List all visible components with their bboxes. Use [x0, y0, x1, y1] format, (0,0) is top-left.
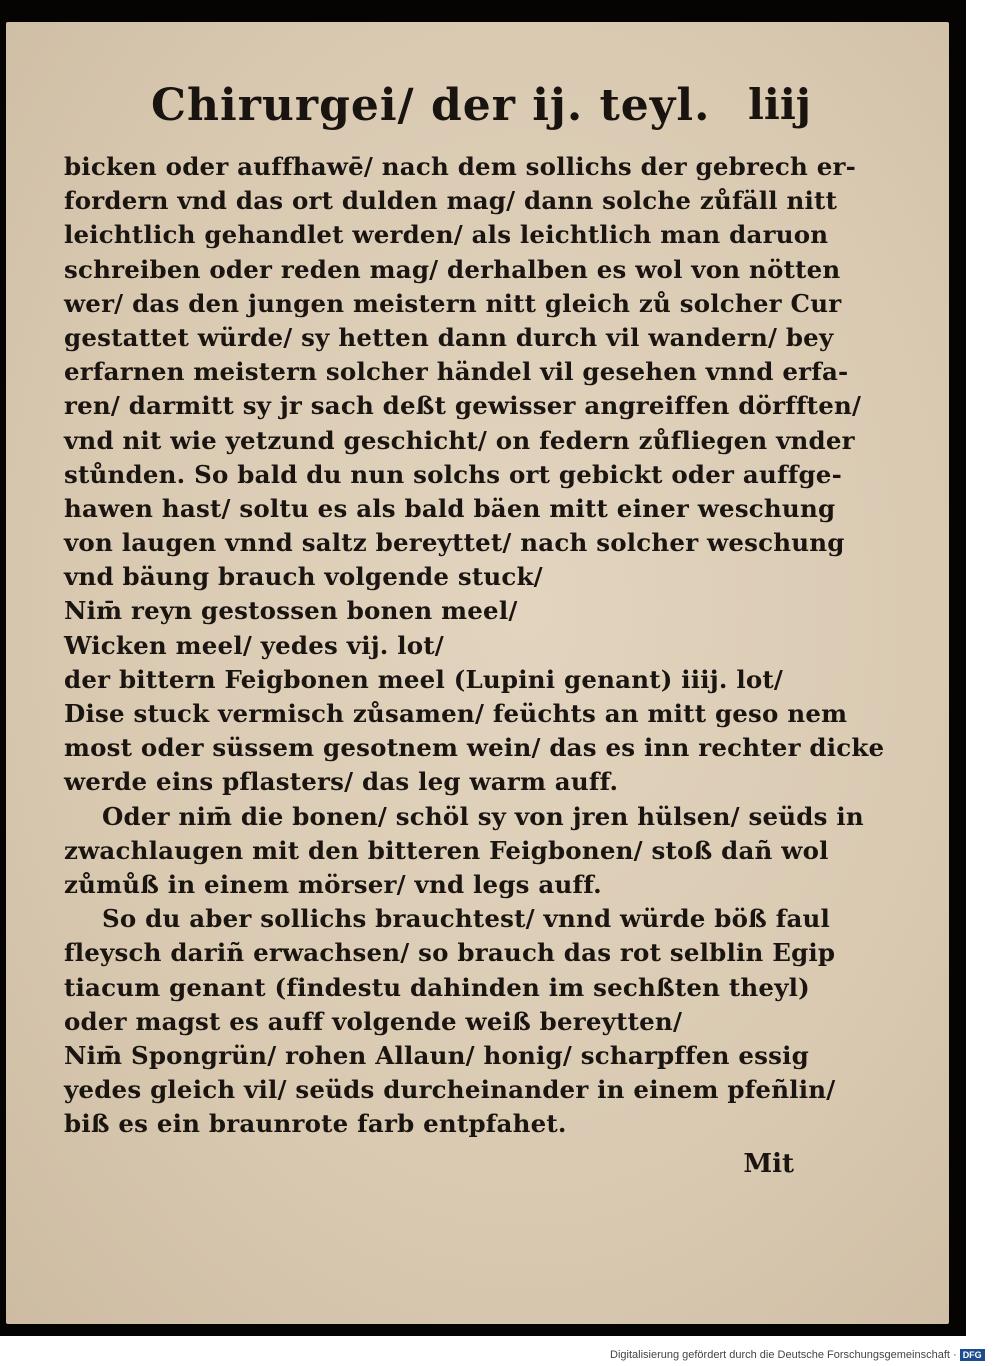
text-line: yedes gleich vil/ seüds durcheinander in einem pfeñlin/ [64, 1075, 836, 1105]
text-line: Nim̄ Spongrün/ rohen Allaun/ honig/ scharpffen essig [64, 1040, 810, 1070]
text-line: biß es ein braunrote farb entpfahet. [64, 1109, 567, 1139]
text-line: leichtlich gehandlet werden/ als leichtlich man daruon [64, 220, 829, 250]
catchword-row [64, 1141, 804, 1189]
book-page [6, 22, 949, 1324]
digitization-credit [610, 1349, 985, 1361]
text-line: schreiben oder reden mag/ derhalben es wol von nötten [64, 254, 841, 284]
catchword: Mit [743, 1149, 794, 1180]
text-line: stůnden. So bald du nun solchs ort gebickt oder auffge‑ [64, 459, 842, 489]
text-line: vnd bäung brauch volgende stuck/ [64, 562, 543, 592]
text-line: tiacum genant (findestu dahinden im sechßten theyl) [64, 972, 810, 1002]
text-line: bicken oder auffhawē/ nach dem sollichs der gebrech er‑ [64, 152, 857, 181]
folio-number: liij [747, 80, 811, 129]
text-line: von laugen vnnd saltz bereyttet/ nach solcher weschung [64, 528, 845, 558]
text-block [64, 150, 885, 1189]
credit-text: Digitalisierung gefördert durch die Deutsche Forschungsgemeinschaft · [610, 1349, 957, 1361]
text-line: der bittern Feigbonen meel (Lupini genant) iiij. lot/ [64, 664, 784, 694]
text-line: gestattet würde/ sy hetten dann durch vil wandern/ bey [64, 322, 834, 352]
running-title: Chirurgei/ der ij. teyl. [151, 80, 711, 131]
text-line: oder magst es auff volgende weiß bereytten/ [64, 1006, 683, 1036]
text-line: werde eins pflasters/ das leg warm auff. [64, 767, 619, 797]
text-line: zwachlaugen mit den bitteren Feigbonen/ stoß dañ wol [64, 835, 829, 865]
text-line: ren/ darmitt sy jr sach deßt gewisser angreiffen dörfften/ [64, 391, 862, 421]
text-line: hawen hast/ soltu es als bald bäen mitt einer weschung [64, 493, 836, 523]
text-line: wer/ das den jungen meistern nitt gleich zů solcher Cur [64, 288, 842, 318]
text-line: erfarnen meistern solcher händel vil gesehen vnnd erfa‑ [64, 357, 849, 387]
text-line: fordern vnd das ort dulden mag/ dann solche zůfäll nitt [64, 186, 838, 216]
text-line: fleysch dariñ erwachsen/ so brauch das rot selblin Egip [64, 938, 836, 968]
dfg-logo: DFG [960, 1349, 985, 1361]
text-line: Wicken meel/ yedes vij. lot/ [64, 630, 444, 660]
text-line: Dise stuck vermisch zůsamen/ feüchts an mitt geso nem [64, 699, 848, 728]
running-head [151, 80, 811, 150]
text-line: zůmůß in einem mörser/ vnd legs auff. [64, 869, 602, 899]
text-line: So du aber sollichs brauchtest/ vnnd würde böß faul [102, 904, 831, 934]
text-line: most oder süssem gesotnem wein/ das es inn rechter dicke [64, 733, 885, 763]
text-line: Nim̄ reyn gestossen bonen meel/ [64, 596, 518, 626]
text-line: Oder nim̄ die bonen/ schöl sy von jren hülsen/ seüds in [102, 801, 864, 831]
text-line: vnd nit wie yetzund geschicht/ on federn zůfliegen vnder [64, 425, 855, 455]
